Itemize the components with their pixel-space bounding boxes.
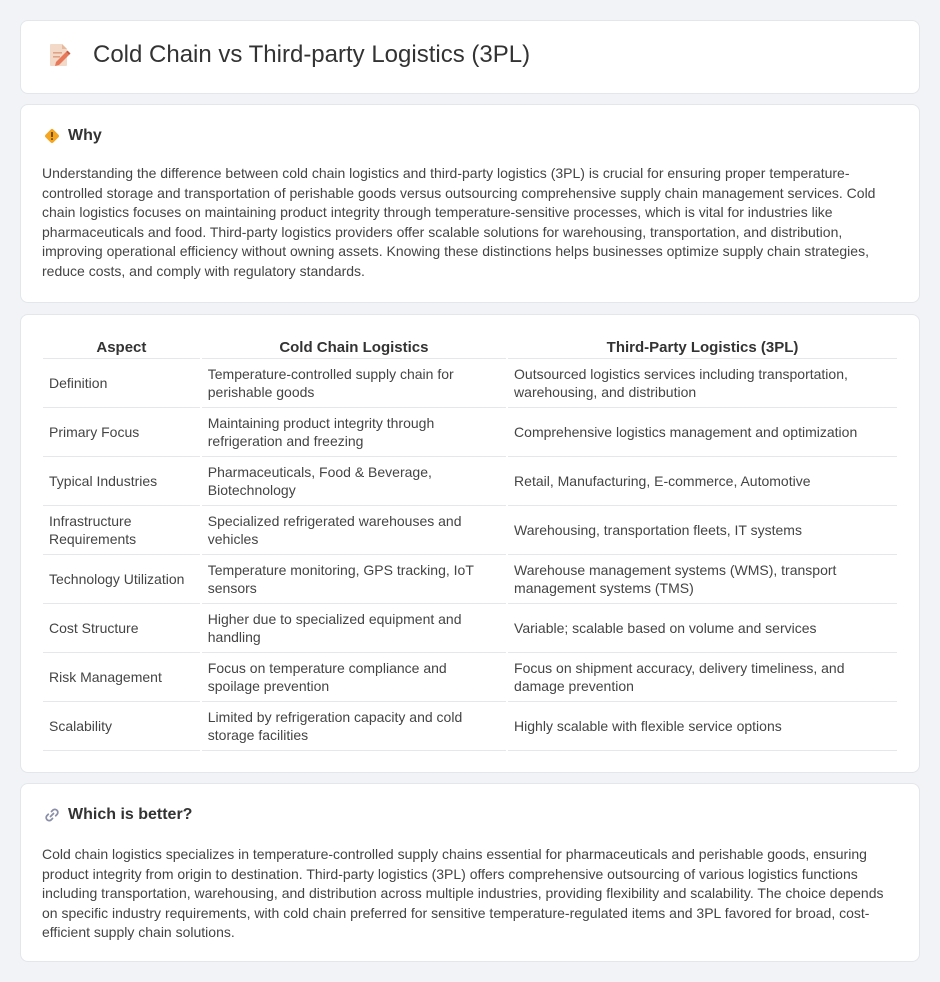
better-header [43, 806, 192, 824]
table-row [43, 359, 897, 408]
aspect-cell: Risk Management [43, 653, 200, 702]
table-row [43, 408, 897, 457]
warning-icon [43, 127, 61, 145]
3pl-cell: Highly scalable with flexible service options [508, 702, 897, 751]
why-header [43, 127, 102, 145]
title-card [20, 20, 920, 94]
table-row [43, 506, 897, 555]
aspect-cell: Technology Utilization [43, 555, 200, 604]
why-title: Why [68, 127, 102, 144]
aspect-cell: Scalability [43, 702, 200, 751]
3pl-cell: Retail, Manufacturing, E-commerce, Automotive [508, 457, 897, 506]
aspect-cell: Typical Industries [43, 457, 200, 506]
why-text: Understanding the difference between cold chain logistics and third-party logistics (3PL) is crucial for ensuring proper temperature-controlled storage and transportation of perishable goods versus outsourcing comprehensive supply chain management services. Cold chain logistics focuses on maintaining product integrity through temperature-sensitive processes, which is vital for industries like pharmaceuticals and food. Third-party logistics providers offer scalable solutions for warehousing, transportation, and distribution, improving operational efficiency without owning assets. Knowing these distinctions helps businesses optimize supply chain strategies, reduce costs, and comply with regulatory standards. [42, 165, 876, 279]
3pl-cell: Variable; scalable based on volume and services [508, 604, 897, 653]
3pl-cell: Warehouse management systems (WMS), transport management systems (TMS) [508, 555, 897, 604]
page-title: Cold Chain vs Third-party Logistics (3PL) [93, 41, 531, 68]
3pl-cell: Comprehensive logistics management and optimization [508, 408, 897, 457]
title-row [45, 41, 530, 69]
cold-chain-cell: Pharmaceuticals, Food & Beverage, Biotechnology [202, 457, 506, 506]
header-aspect: Aspect [43, 337, 200, 359]
better-title: Which is better? [68, 806, 193, 823]
table-row [43, 653, 897, 702]
header-3pl: Third-Party Logistics (3PL) [508, 337, 897, 359]
document-edit-icon [45, 41, 73, 69]
table-row [43, 702, 897, 751]
table-header-row [43, 337, 897, 359]
3pl-cell: Focus on shipment accuracy, delivery timeliness, and damage prevention [508, 653, 897, 702]
table-row [43, 604, 897, 653]
aspect-cell: Definition [43, 359, 200, 408]
3pl-cell: Warehousing, transportation fleets, IT systems [508, 506, 897, 555]
cold-chain-cell: Temperature monitoring, GPS tracking, IoT sensors [202, 555, 506, 604]
aspect-cell: Primary Focus [43, 408, 200, 457]
cold-chain-cell: Focus on temperature compliance and spoilage prevention [202, 653, 506, 702]
cold-chain-cell: Specialized refrigerated warehouses and vehicles [202, 506, 506, 555]
3pl-cell: Outsourced logistics services including transportation, warehousing, and distribution [508, 359, 897, 408]
which-is-better-section [20, 783, 920, 962]
table-row [43, 555, 897, 604]
cold-chain-cell: Maintaining product integrity through refrigeration and freezing [202, 408, 506, 457]
why-section [20, 104, 920, 303]
table-row [43, 457, 897, 506]
cold-chain-cell: Temperature-controlled supply chain for perishable goods [202, 359, 506, 408]
cold-chain-cell: Higher due to specialized equipment and handling [202, 604, 506, 653]
comparison-table [41, 337, 899, 751]
comparison-section [20, 314, 920, 773]
link-icon [43, 806, 61, 824]
aspect-cell: Cost Structure [43, 604, 200, 653]
cold-chain-cell: Limited by refrigeration capacity and cold storage facilities [202, 702, 506, 751]
better-text: Cold chain logistics specializes in temperature-controlled supply chains essential for pharmaceuticals and perishable goods, ensuring product integrity from origin to destination. Third-party logistics (3PL) offers comprehensive outsourcing of various logistics functions including transportation, warehousing, and distribution across multiple industries, providing flexibility and scalability. The choice depends on specific industry requirements, with cold chain preferred for sensitive temperature-regulated items and 3PL favored for broad, cost-efficient supply chain solutions. [42, 846, 884, 940]
aspect-cell: Infrastructure Requirements [43, 506, 200, 555]
header-cold-chain: Cold Chain Logistics [202, 337, 506, 359]
